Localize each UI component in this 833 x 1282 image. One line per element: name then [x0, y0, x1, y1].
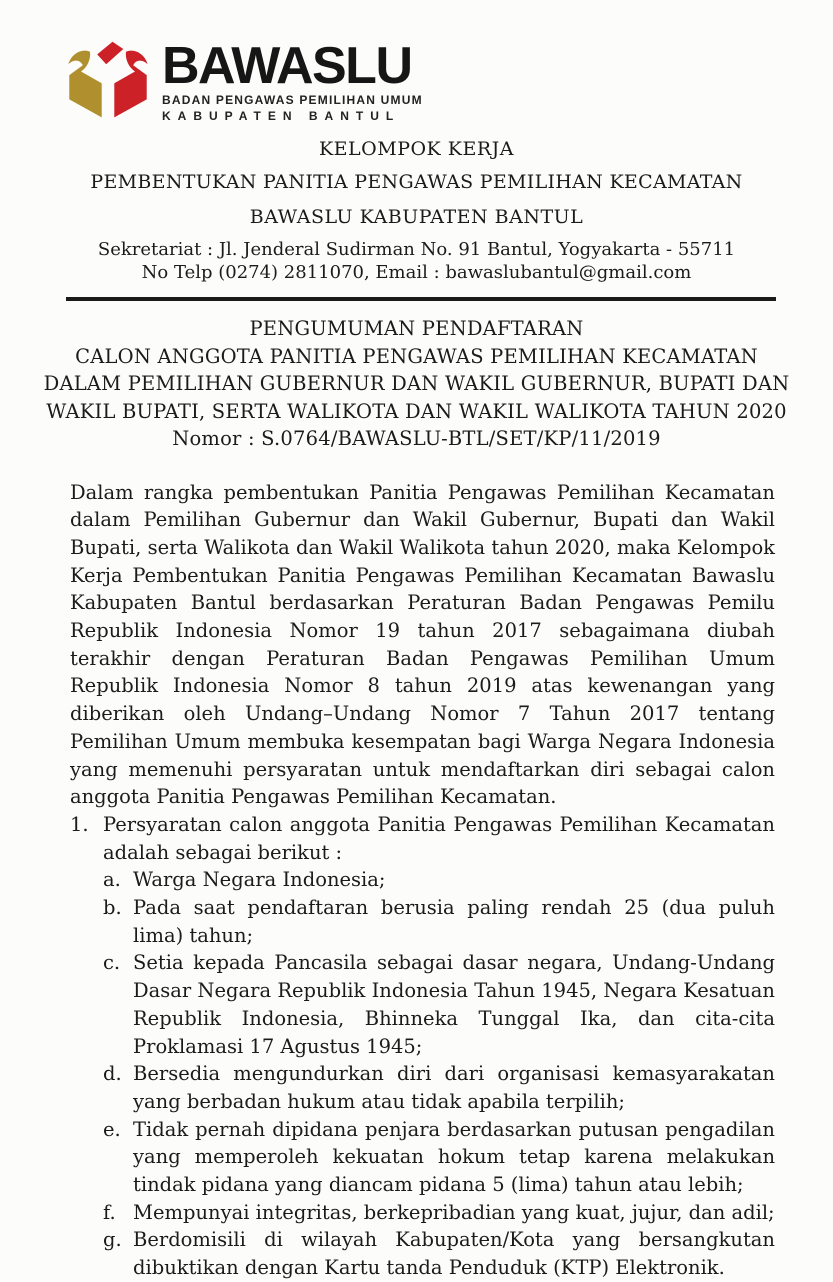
list-item-d [103, 1060, 775, 1115]
letterhead-address: Sekretariat : Jl. Jenderal Sudirman No. 91 Bantul, Yogyakarta - 55711 [97, 239, 736, 260]
numbered-item-1-text: Persyaratan calon anggota Panitia Pengawas Pemilihan Kecamatan adalah sebagai berikut : [103, 812, 775, 864]
brand-subtitle-region: KABUPATEN BANTUL [162, 109, 401, 123]
list-item-a [103, 866, 775, 894]
list-item-b [103, 894, 775, 949]
list-item-g [103, 1226, 775, 1281]
list-item-c [103, 949, 775, 1060]
list-item-g-marker: g. [103, 1228, 122, 1252]
list-item-d-marker: d. [103, 1062, 122, 1086]
letterhead-block [0, 137, 833, 284]
requirements-sub-list [103, 866, 775, 1282]
letterhead-contact: No Telp (0274) 2811070, Email : bawaslubantul@gmail.com [141, 262, 692, 283]
letterhead-line-pembentukan: PEMBENTUKAN PANITIA PENGAWAS PEMILIHAN KECAMATAN [90, 171, 743, 193]
list-item-e-text: Tidak pernah dipidana penjara berdasarkan putusan pengadilan yang memperoleh kekuatan hokum tetap karena melakukan tindak pidana yang diancam pidana 5 (lima) tahun atau lebih; [133, 1117, 775, 1197]
list-item-e [103, 1116, 775, 1199]
brand-subtitle-agency: BADAN PENGAWAS PEMILIHAN UMUM [162, 93, 423, 107]
list-item-b-text: Pada saat pendaftaran berusia paling rendah 25 (dua puluh lima) tahun; [133, 896, 775, 947]
title-document-number: Nomor : S.0764/BAWASLU-BTL/SET/KP/11/2019 [172, 427, 661, 450]
title-line-4: WAKIL BUPATI, SERTA WALIKOTA DAN WAKIL WALIKOTA TAHUN 2020 [46, 399, 787, 423]
list-item-a-text: Warga Negara Indonesia; [133, 868, 386, 892]
list-item-c-text: Setia kepada Pancasila sebagai dasar negara, Undang-Undang Dasar Negara Republik Indonesia Tahun 1945, Negara Kesatuan Republik Indonesia, Bhinneka Tunggal Ika, dan cita-cita Proklamasi 17 Agustus 1945; [133, 951, 775, 1058]
list-item-e-marker: e. [103, 1117, 121, 1141]
list-item-b-marker: b. [103, 896, 122, 920]
numbered-item-1-marker: 1. [70, 812, 89, 836]
intro-paragraph: Dalam rangka pembentukan Panitia Pengawas Pemilihan Kecamatan dalam Pemilihan Gubernur dan Wakil Gubernur, Bupati dan Wakil Bupati, serta Walikota dan Wakil Walikota tahun 2020, maka Kelompok Kerja Pembentukan Panitia Pengawas Pemilihan Kecamatan Bawaslu Kabupaten Bantul berdasarkan Peraturan Badan Pengawas Pemilu Republik Indonesia Nomor 19 tahun 2017 sebagaimana diubah terakhir dengan Peraturan Badan Pengawas Pemilihan Umum Republik Indonesia Nomor 8 tahun 2019 atas kewenangan yang diberikan oleh Undang–Undang Nomor 7 Tahun 2017 tentang Pemilihan Umum membuka kesempatan bagi Warga Negara Indonesia yang memenuhi persyaratan untuk mendaftarkan diri sebagai calon anggota Panitia Pengawas Pemilihan Kecamatan. [70, 480, 775, 809]
bawaslu-ballot-box-icon [62, 40, 154, 130]
list-item-f-marker: f. [103, 1200, 116, 1224]
title-line-2: CALON ANGGOTA PANITIA PENGAWAS PEMILIHAN KECAMATAN [75, 344, 758, 368]
letterhead-line-kelompok-kerja: KELOMPOK KERJA [318, 138, 514, 160]
list-item-c-marker: c. [103, 951, 121, 975]
list-item-a-marker: a. [103, 868, 121, 892]
brand-name: BAWASLU [162, 37, 412, 95]
list-item-d-text: Bersedia mengundurkan diri dari organisasi kemasyarakatan yang berbadan hukum atau tidak apabila terpilih; [133, 1062, 775, 1113]
title-line-1: PENGUMUMAN PENDAFTARAN [249, 317, 584, 340]
list-item-f-text: Mempunyai integritas, berkepribadian yang kuat, jujur, dan adil; [133, 1200, 775, 1224]
title-line-3: DALAM PEMILIHAN GUBERNUR DAN WAKIL GUBERNUR, BUPATI DAN [43, 372, 790, 395]
list-item-g-text: Berdomisili di wilayah Kabupaten/Kota yang bersangkutan dibuktikan dengan Kartu tanda Penduduk (KTP) Elektronik. [133, 1228, 775, 1280]
document-title-block [0, 315, 833, 453]
letterhead-divider-rule [66, 297, 776, 301]
numbered-item-1 [70, 811, 775, 866]
letterhead-line-bawaslu-bantul: BAWASLU KABUPATEN BANTUL [249, 206, 584, 228]
document-body [70, 479, 775, 1282]
logo-wordmark [162, 37, 423, 123]
letterhead-logo-row [62, 37, 833, 130]
list-item-f [103, 1199, 775, 1227]
